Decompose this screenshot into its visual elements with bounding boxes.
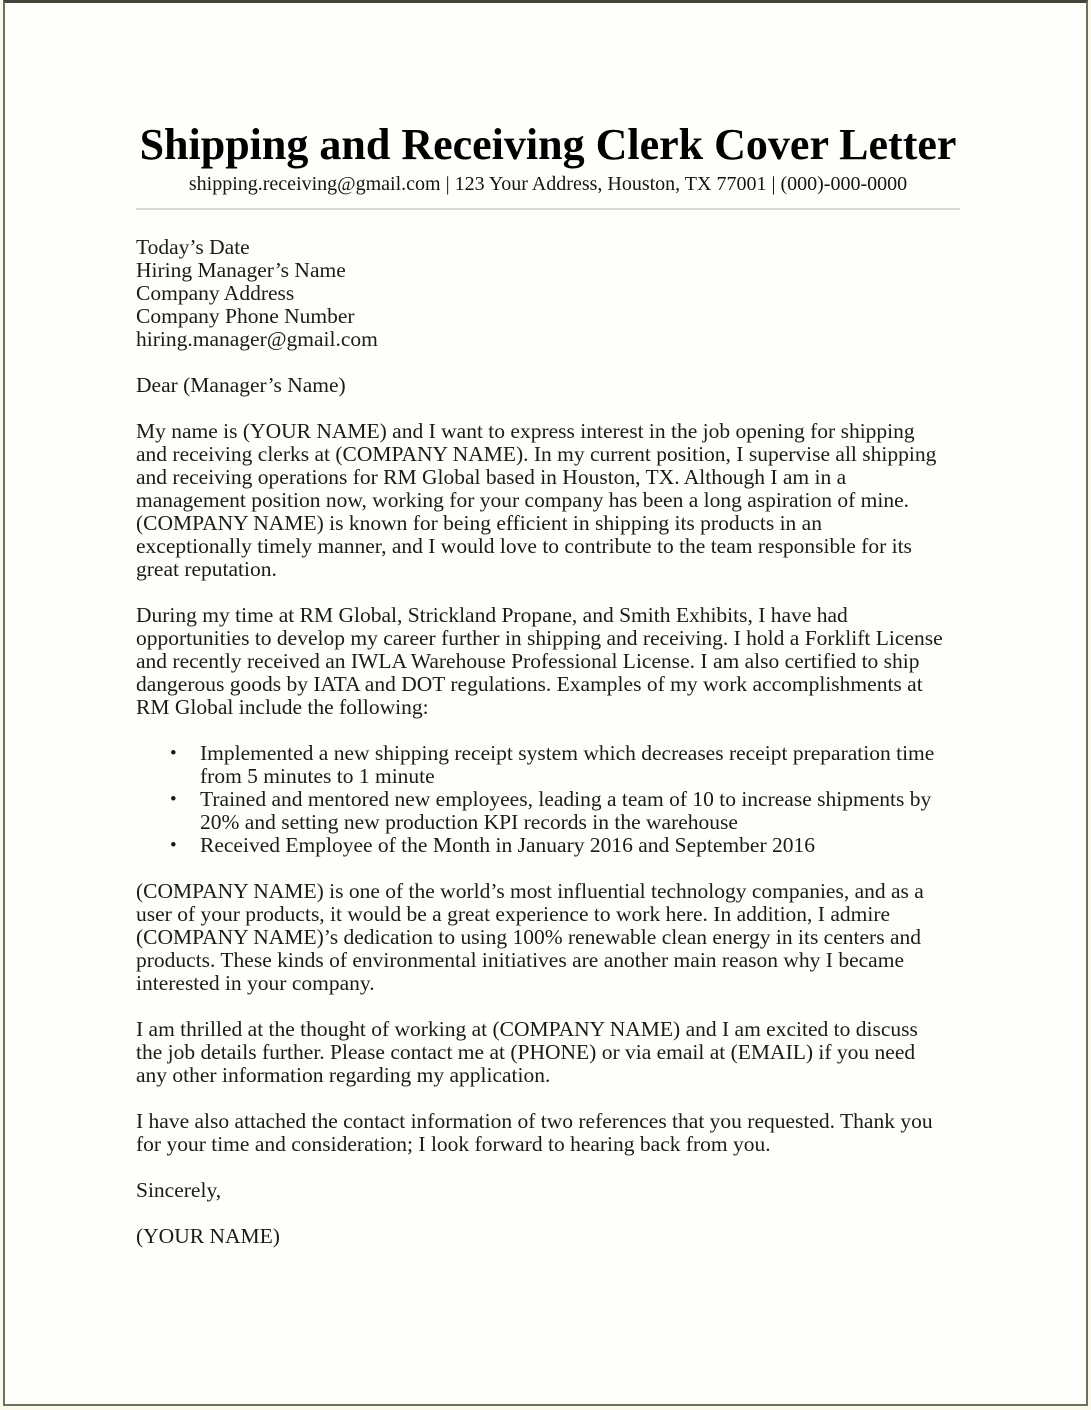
accomplishments-list bbox=[136, 742, 960, 857]
text-line: RM Global include the following: bbox=[136, 695, 429, 719]
bullet-icon: • bbox=[170, 743, 177, 764]
text-line: Hiring Manager’s Name bbox=[136, 258, 346, 282]
text-line: My name is (YOUR NAME) and I want to express interest in the job opening for shipping bbox=[136, 419, 915, 443]
page-title: Shipping and Receiving Clerk Cover Letter bbox=[139, 120, 957, 169]
text-line: management position now, working for your company has been a long aspiration of mine. bbox=[136, 488, 910, 512]
contact-info-line: shipping.receiving@gmail.com | 123 Your Address, Houston, TX 77001 | (000)-000-0000 bbox=[188, 173, 908, 195]
call-to-action-paragraph bbox=[136, 1018, 960, 1087]
intro-paragraph bbox=[136, 420, 960, 581]
text-line: and recently received an IWLA Warehouse Professional License. I am also certified to ship bbox=[136, 649, 920, 673]
text-line: and receiving operations for RM Global based in Houston, TX. Although I am in a bbox=[136, 465, 847, 489]
letter-body bbox=[136, 236, 960, 1248]
text-line: 20% and setting new production KPI records in the warehouse bbox=[200, 810, 738, 834]
text-line: I am thrilled at the thought of working at (COMPANY NAME) and I am excited to discuss bbox=[136, 1017, 918, 1041]
text-line: opportunities to develop my career further in shipping and receiving. I hold a Forklift License bbox=[136, 626, 943, 650]
bullet-text bbox=[200, 834, 960, 857]
recipient-block bbox=[136, 236, 960, 351]
text-line: exceptionally timely manner, and I would love to contribute to the team responsible for its bbox=[136, 534, 912, 558]
text-line: any other information regarding my application. bbox=[136, 1063, 551, 1087]
bullet-item bbox=[136, 742, 960, 788]
bullet-item bbox=[136, 834, 960, 857]
company-praise-paragraph bbox=[136, 880, 960, 995]
text-line: interested in your company. bbox=[136, 971, 375, 995]
text-line: Received Employee of the Month in January 2016 and September 2016 bbox=[200, 833, 815, 857]
text-line: I have also attached the contact information of two references that you requested. Thank you bbox=[136, 1109, 933, 1133]
salutation bbox=[136, 374, 960, 397]
bullet-icon: • bbox=[170, 835, 177, 856]
letter-content bbox=[136, 3, 960, 1271]
text-line: During my time at RM Global, Strickland Propane, and Smith Exhibits, I have had bbox=[136, 603, 848, 627]
text-line: for your time and consideration; I look forward to hearing back from you. bbox=[136, 1132, 771, 1156]
text-line: Sincerely, bbox=[136, 1178, 222, 1202]
text-line: Company Phone Number bbox=[136, 304, 355, 328]
text-line: (YOUR NAME) bbox=[136, 1224, 280, 1248]
text-line: the job details further. Please contact me at (PHONE) or via email at (EMAIL) if you need bbox=[136, 1040, 916, 1064]
text-line: great reputation. bbox=[136, 557, 277, 581]
bullet-text bbox=[200, 742, 960, 788]
text-line: Implemented a new shipping receipt system which decreases receipt preparation time bbox=[200, 741, 935, 765]
signature bbox=[136, 1225, 960, 1248]
text-line: products. These kinds of environmental initiatives are another main reason why I became bbox=[136, 948, 904, 972]
text-line: (COMPANY NAME) is known for being efficient in shipping its products in an bbox=[136, 511, 822, 535]
experience-paragraph bbox=[136, 604, 960, 719]
text-line: user of your products, it would be a great experience to work here. In addition, I admire bbox=[136, 902, 891, 926]
header-divider bbox=[136, 208, 960, 210]
bullet-item bbox=[136, 788, 960, 834]
text-line: (COMPANY NAME) is one of the world’s most influential technology companies, and as a bbox=[136, 879, 924, 903]
references-paragraph bbox=[136, 1110, 960, 1156]
bullet-text bbox=[200, 788, 960, 834]
page-border-frame bbox=[3, 0, 1088, 1406]
text-line: (COMPANY NAME)’s dedication to using 100% renewable clean energy in its centers and bbox=[136, 925, 921, 949]
text-line: from 5 minutes to 1 minute bbox=[200, 764, 435, 788]
text-line: Today’s Date bbox=[136, 235, 250, 259]
closing bbox=[136, 1179, 960, 1202]
text-line: Company Address bbox=[136, 281, 295, 305]
bullet-icon: • bbox=[170, 789, 177, 810]
text-line: Trained and mentored new employees, leading a team of 10 to increase shipments by bbox=[200, 787, 932, 811]
text-line: dangerous goods by IATA and DOT regulations. Examples of my work accomplishments at bbox=[136, 672, 923, 696]
text-line: Dear (Manager’s Name) bbox=[136, 373, 346, 397]
text-line: hiring.manager@gmail.com bbox=[136, 327, 378, 351]
text-line: and receiving clerks at (COMPANY NAME). In my current position, I supervise all shipping bbox=[136, 442, 937, 466]
